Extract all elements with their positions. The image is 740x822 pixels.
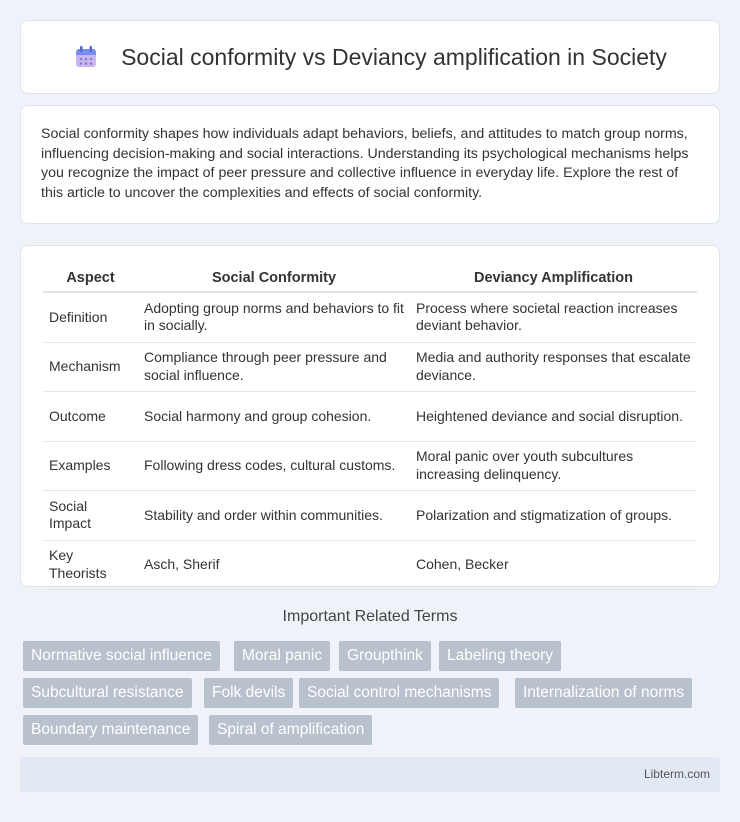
row-deviancy: Heightened deviance and social disruption. bbox=[410, 392, 697, 442]
table-row bbox=[43, 293, 697, 343]
row-aspect: Examples bbox=[43, 442, 138, 492]
related-term-tag[interactable]: Subcultural resistance bbox=[23, 678, 192, 708]
row-conformity: Stability and order within communities. bbox=[138, 491, 410, 541]
row-conformity: Social harmony and group cohesion. bbox=[138, 392, 410, 442]
table-header-row bbox=[43, 264, 697, 293]
related-term-tag[interactable]: Groupthink bbox=[339, 641, 431, 671]
row-aspect: Definition bbox=[43, 293, 138, 343]
row-aspect: Outcome bbox=[43, 392, 138, 442]
header-deviancy-amplification: Deviancy Amplification bbox=[410, 264, 697, 293]
title-card bbox=[20, 20, 720, 94]
header-social-conformity: Social Conformity bbox=[138, 264, 410, 293]
footer-site-link[interactable]: Libterm.com bbox=[643, 767, 710, 781]
row-deviancy: Moral panic over youth subcultures increasing delinquency. bbox=[410, 442, 697, 492]
related-term-tag[interactable]: Internalization of norms bbox=[515, 678, 692, 708]
row-deviancy: Process where societal reaction increases deviant behavior. bbox=[410, 293, 697, 343]
table-row bbox=[43, 442, 697, 492]
row-conformity: Following dress codes, cultural customs. bbox=[138, 442, 410, 492]
table-row bbox=[43, 541, 697, 591]
related-term-tag[interactable]: Moral panic bbox=[234, 641, 330, 671]
row-aspect: Key Theorists bbox=[43, 541, 138, 591]
comparison-table-card bbox=[20, 245, 720, 587]
row-deviancy: Polarization and stigmatization of groups. bbox=[410, 491, 697, 541]
related-term-tag[interactable]: Boundary maintenance bbox=[23, 715, 198, 745]
related-term-tag[interactable]: Labeling theory bbox=[439, 641, 561, 671]
row-aspect: Social Impact bbox=[43, 491, 138, 541]
related-term-tag[interactable]: Folk devils bbox=[204, 678, 293, 708]
table-row bbox=[43, 392, 697, 442]
related-terms-title: Important Related Terms bbox=[282, 608, 458, 625]
related-term-tag[interactable]: Spiral of amplification bbox=[209, 715, 372, 745]
related-term-tag[interactable]: Normative social influence bbox=[23, 641, 220, 671]
table-row bbox=[43, 491, 697, 541]
calendar-icon bbox=[73, 44, 99, 70]
row-conformity: Compliance through peer pressure and social influence. bbox=[138, 343, 410, 393]
row-conformity: Asch, Sherif bbox=[138, 541, 410, 591]
intro-text: Social conformity shapes how individuals adapt behaviors, beliefs, and attitudes to match group norms, influencing decision-making and social interactions. Understanding its psychological mechanisms helps you recognize the impact of peer pressure and collective influence in everyday life. Explore the rest of this article to uncover the complexities and effects of social conformity. bbox=[41, 126, 689, 201]
row-deviancy: Media and authority responses that escalate deviance. bbox=[410, 343, 697, 393]
row-deviancy: Cohen, Becker bbox=[410, 541, 697, 591]
header-aspect: Aspect bbox=[43, 264, 138, 293]
intro-card bbox=[20, 105, 720, 224]
page-title: Social conformity vs Deviancy amplification in Society bbox=[121, 43, 667, 70]
row-conformity: Adopting group norms and behaviors to fit in socially. bbox=[138, 293, 410, 343]
table-row bbox=[43, 343, 697, 393]
footer bbox=[20, 757, 720, 792]
comparison-table bbox=[43, 264, 697, 590]
row-aspect: Mechanism bbox=[43, 343, 138, 393]
related-term-tag[interactable]: Social control mechanisms bbox=[299, 678, 499, 708]
